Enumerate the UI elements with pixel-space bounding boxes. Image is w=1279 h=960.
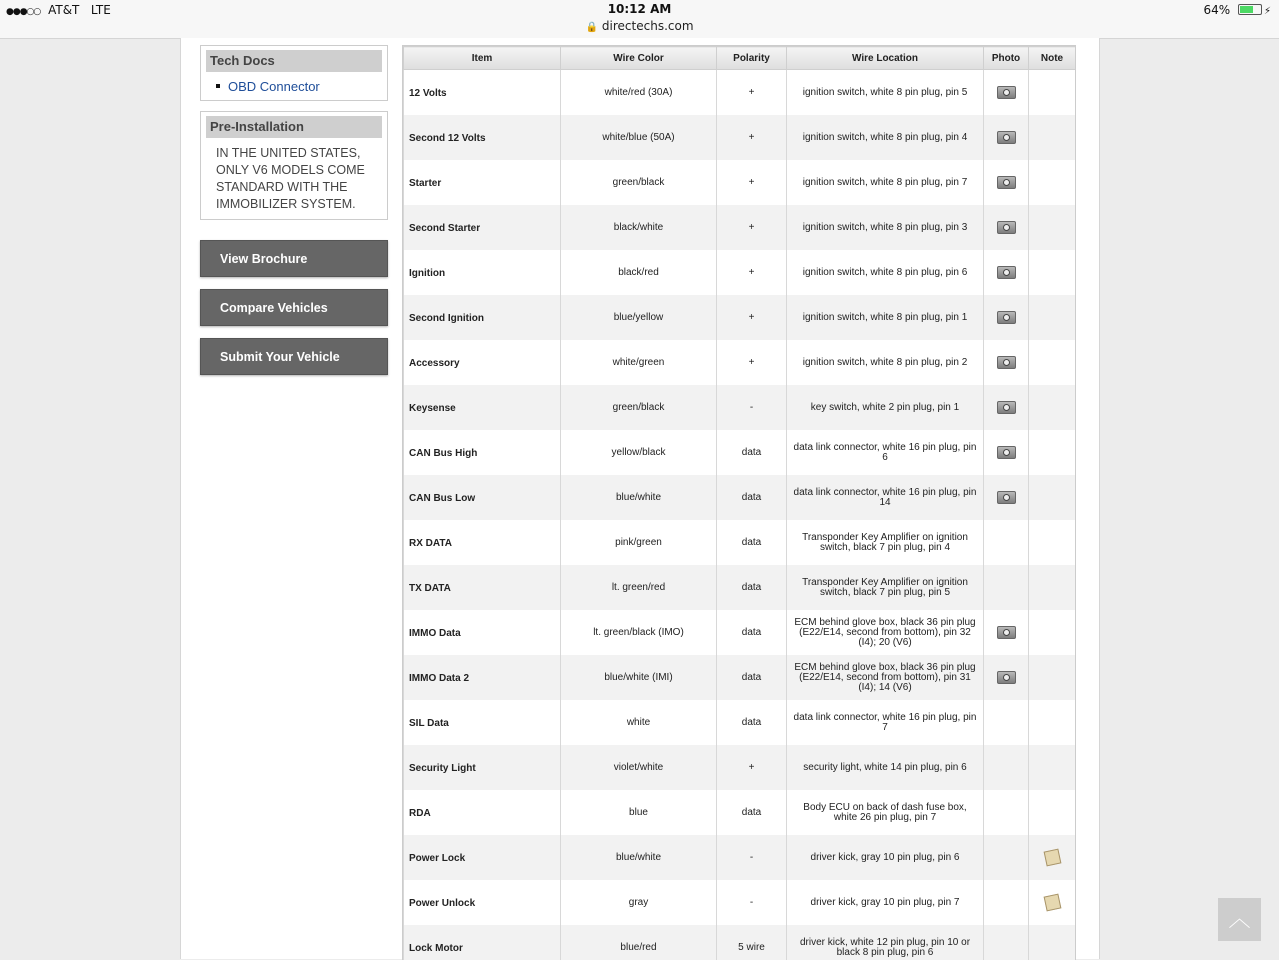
header-photo: Photo [984, 47, 1029, 70]
cell-photo [984, 520, 1029, 565]
camera-icon[interactable] [997, 626, 1016, 639]
compare-vehicles-button[interactable]: Compare Vehicles [200, 289, 388, 326]
cell-note [1029, 745, 1076, 790]
cell-polarity: - [717, 880, 787, 925]
cell-wire-location: ignition switch, white 8 pin plug, pin 1 [787, 295, 984, 340]
cell-polarity: + [717, 115, 787, 160]
cell-wire-color: yellow/black [561, 430, 717, 475]
cell-photo [984, 70, 1029, 116]
header-polarity: Polarity [717, 47, 787, 70]
cell-polarity: data [717, 520, 787, 565]
cell-note [1029, 115, 1076, 160]
cell-wire-location: ignition switch, white 8 pin plug, pin 2 [787, 340, 984, 385]
table-row [404, 610, 1076, 655]
cell-photo [984, 250, 1029, 295]
cell-item: IMMO Data [404, 610, 561, 655]
cell-photo [984, 385, 1029, 430]
cell-photo [984, 565, 1029, 610]
cell-polarity: data [717, 565, 787, 610]
sidebar [200, 45, 388, 375]
table-body [404, 70, 1076, 960]
table-row [404, 745, 1076, 790]
cell-polarity: + [717, 205, 787, 250]
cell-note [1029, 70, 1076, 116]
bullet-icon [216, 84, 220, 88]
cell-wire-color: blue/white (IMI) [561, 655, 717, 700]
table-row [404, 115, 1076, 160]
cell-note [1029, 880, 1076, 925]
table-row [404, 565, 1076, 610]
cell-item: Ignition [404, 250, 561, 295]
cell-item: TX DATA [404, 565, 561, 610]
table-row [404, 790, 1076, 835]
cell-item: Power Unlock [404, 880, 561, 925]
cell-item: Power Lock [404, 835, 561, 880]
cell-note [1029, 925, 1076, 960]
table-row [404, 160, 1076, 205]
cell-wire-location: data link connector, white 16 pin plug, pin 7 [787, 700, 984, 745]
cell-wire-color: white/blue (50A) [561, 115, 717, 160]
preinstall-title: Pre-Installation [206, 116, 382, 138]
cell-wire-location: security light, white 14 pin plug, pin 6 [787, 745, 984, 790]
battery-percent: 64% [1203, 3, 1230, 17]
cell-polarity: + [717, 295, 787, 340]
cell-wire-color: blue/yellow [561, 295, 717, 340]
camera-icon[interactable] [997, 311, 1016, 324]
cell-item: Accessory [404, 340, 561, 385]
cell-item: Security Light [404, 745, 561, 790]
cell-wire-color: lt. green/red [561, 565, 717, 610]
header-item: Item [404, 47, 561, 70]
table-row [404, 655, 1076, 700]
cell-photo [984, 205, 1029, 250]
cell-wire-color: white/red (30A) [561, 70, 717, 116]
cell-item: Second 12 Volts [404, 115, 561, 160]
cell-photo [984, 340, 1029, 385]
table-header-row [404, 47, 1076, 70]
table-row [404, 925, 1076, 960]
cell-wire-color: lt. green/black (IMO) [561, 610, 717, 655]
camera-icon[interactable] [997, 356, 1016, 369]
wiring-table-container[interactable] [402, 45, 1076, 960]
charging-icon: ⚡ [1264, 6, 1271, 17]
cell-photo [984, 430, 1029, 475]
cell-wire-color: gray [561, 880, 717, 925]
cell-polarity: data [717, 610, 787, 655]
table-row [404, 880, 1076, 925]
camera-icon[interactable] [997, 446, 1016, 459]
status-bar [0, 0, 1279, 39]
cell-wire-location: data link connector, white 16 pin plug, pin 14 [787, 475, 984, 520]
cell-polarity: + [717, 160, 787, 205]
cell-polarity: data [717, 430, 787, 475]
cell-photo [984, 700, 1029, 745]
cell-polarity: 5 wire [717, 925, 787, 960]
cell-wire-color: green/black [561, 385, 717, 430]
battery-info [1203, 3, 1271, 17]
cell-photo [984, 115, 1029, 160]
preinstall-box [200, 111, 388, 220]
camera-icon[interactable] [997, 266, 1016, 279]
cell-photo [984, 790, 1029, 835]
table-row [404, 250, 1076, 295]
obd-connector-link[interactable]: OBD Connector [228, 79, 320, 94]
camera-icon[interactable] [997, 176, 1016, 189]
table-row [404, 520, 1076, 565]
cell-polarity: + [717, 70, 787, 116]
table-row [404, 70, 1076, 116]
cell-note [1029, 295, 1076, 340]
cell-photo [984, 835, 1029, 880]
cell-item: 12 Volts [404, 70, 561, 116]
cell-photo [984, 880, 1029, 925]
cell-wire-location: Transponder Key Amplifier on ignition switch, black 7 pin plug, pin 5 [787, 565, 984, 610]
cell-note [1029, 610, 1076, 655]
cell-item: IMMO Data 2 [404, 655, 561, 700]
signal-icon: ●●●○○ [6, 7, 40, 17]
cell-item: Second Ignition [404, 295, 561, 340]
tech-docs-title: Tech Docs [206, 50, 382, 72]
battery-fill [1240, 6, 1253, 13]
cell-note [1029, 520, 1076, 565]
tech-docs-list [206, 79, 382, 94]
cell-wire-color: pink/green [561, 520, 717, 565]
cell-polarity: data [717, 475, 787, 520]
note-icon[interactable] [1043, 894, 1061, 912]
cell-wire-location: ECM behind glove box, black 36 pin plug (E22/E14, second from bottom), pin 32 (I4); 20 (V6) [787, 610, 984, 655]
cell-wire-color: white [561, 700, 717, 745]
cell-photo [984, 475, 1029, 520]
cell-item: CAN Bus High [404, 430, 561, 475]
network-type: LTE [91, 3, 111, 17]
cell-wire-color: blue/white [561, 475, 717, 520]
cell-note [1029, 835, 1076, 880]
table-row [404, 385, 1076, 430]
cell-note [1029, 250, 1076, 295]
cell-wire-location: Transponder Key Amplifier on ignition switch, black 7 pin plug, pin 4 [787, 520, 984, 565]
cell-wire-color: black/red [561, 250, 717, 295]
view-brochure-button[interactable]: View Brochure [200, 240, 388, 277]
cell-wire-location: ignition switch, white 8 pin plug, pin 3 [787, 205, 984, 250]
carrier-name: AT&T [48, 3, 79, 17]
page-content [180, 38, 1100, 959]
camera-icon[interactable] [997, 221, 1016, 234]
cell-item: RDA [404, 790, 561, 835]
cell-wire-color: blue [561, 790, 717, 835]
cell-note [1029, 160, 1076, 205]
cell-photo [984, 925, 1029, 960]
cell-wire-color: blue/red [561, 925, 717, 960]
lock-icon: 🔒 [585, 22, 597, 33]
cell-polarity: - [717, 835, 787, 880]
cell-wire-location: driver kick, gray 10 pin plug, pin 7 [787, 880, 984, 925]
submit-vehicle-button[interactable]: Submit Your Vehicle [200, 338, 388, 375]
cell-item: Lock Motor [404, 925, 561, 960]
cell-note [1029, 565, 1076, 610]
cell-item: Starter [404, 160, 561, 205]
header-wire-location: Wire Location [787, 47, 984, 70]
cell-polarity: data [717, 790, 787, 835]
table-row [404, 205, 1076, 250]
table-row [404, 295, 1076, 340]
obd-connector-item[interactable] [216, 79, 382, 94]
table-row [404, 475, 1076, 520]
cell-item: RX DATA [404, 520, 561, 565]
table-row [404, 700, 1076, 745]
cell-wire-location: driver kick, gray 10 pin plug, pin 6 [787, 835, 984, 880]
header-wire-color: Wire Color [561, 47, 717, 70]
cell-polarity: - [717, 385, 787, 430]
camera-icon[interactable] [997, 401, 1016, 414]
table-row [404, 340, 1076, 385]
cell-polarity: + [717, 250, 787, 295]
clock: 10:12 AM [0, 2, 1279, 16]
cell-note [1029, 790, 1076, 835]
table-row [404, 835, 1076, 880]
cell-wire-location: ignition switch, white 8 pin plug, pin 6 [787, 250, 984, 295]
cell-item: Keysense [404, 385, 561, 430]
cell-item: SIL Data [404, 700, 561, 745]
cell-note [1029, 655, 1076, 700]
cell-polarity: + [717, 340, 787, 385]
cell-note [1029, 205, 1076, 250]
battery-icon [1238, 4, 1262, 15]
camera-icon[interactable] [997, 671, 1016, 684]
cell-polarity: data [717, 700, 787, 745]
cell-polarity: data [717, 655, 787, 700]
address-bar[interactable] [0, 19, 1279, 33]
camera-icon[interactable] [997, 86, 1016, 99]
cell-note [1029, 475, 1076, 520]
cell-photo [984, 745, 1029, 790]
camera-icon[interactable] [997, 131, 1016, 144]
cell-wire-color: white/green [561, 340, 717, 385]
scroll-to-top-button[interactable]: ︿ [1218, 898, 1261, 941]
camera-icon[interactable] [997, 491, 1016, 504]
cell-note [1029, 340, 1076, 385]
cell-wire-location: key switch, white 2 pin plug, pin 1 [787, 385, 984, 430]
cell-wire-location: data link connector, white 16 pin plug, pin 6 [787, 430, 984, 475]
note-icon[interactable] [1043, 849, 1061, 867]
header-note: Note [1029, 47, 1076, 70]
cell-note [1029, 430, 1076, 475]
cell-item: Second Starter [404, 205, 561, 250]
cell-note [1029, 700, 1076, 745]
cell-photo [984, 160, 1029, 205]
url-text: directechs.com [602, 19, 694, 33]
preinstall-note: IN THE UNITED STATES, ONLY V6 MODELS COME STANDARD WITH THE IMMOBILIZER SYSTEM. [206, 138, 382, 213]
cell-wire-location: driver kick, white 12 pin plug, pin 10 or black 8 pin plug, pin 6 [787, 925, 984, 960]
cell-wire-color: violet/white [561, 745, 717, 790]
cell-wire-location: ignition switch, white 8 pin plug, pin 4 [787, 115, 984, 160]
cell-wire-color: black/white [561, 205, 717, 250]
cell-wire-location: ignition switch, white 8 pin plug, pin 7 [787, 160, 984, 205]
cell-wire-location: ignition switch, white 8 pin plug, pin 5 [787, 70, 984, 116]
cell-wire-location: Body ECU on back of dash fuse box, white 26 pin plug, pin 7 [787, 790, 984, 835]
cell-note [1029, 385, 1076, 430]
table-row [404, 430, 1076, 475]
cell-wire-color: blue/white [561, 835, 717, 880]
cell-photo [984, 655, 1029, 700]
cell-wire-color: green/black [561, 160, 717, 205]
tech-docs-box [200, 45, 388, 101]
cell-wire-location: ECM behind glove box, black 36 pin plug (E22/E14, second from bottom), pin 31 (I4); 14 (V6) [787, 655, 984, 700]
cell-polarity: + [717, 745, 787, 790]
wiring-table [403, 46, 1076, 960]
cell-photo [984, 295, 1029, 340]
cell-item: CAN Bus Low [404, 475, 561, 520]
cell-photo [984, 610, 1029, 655]
